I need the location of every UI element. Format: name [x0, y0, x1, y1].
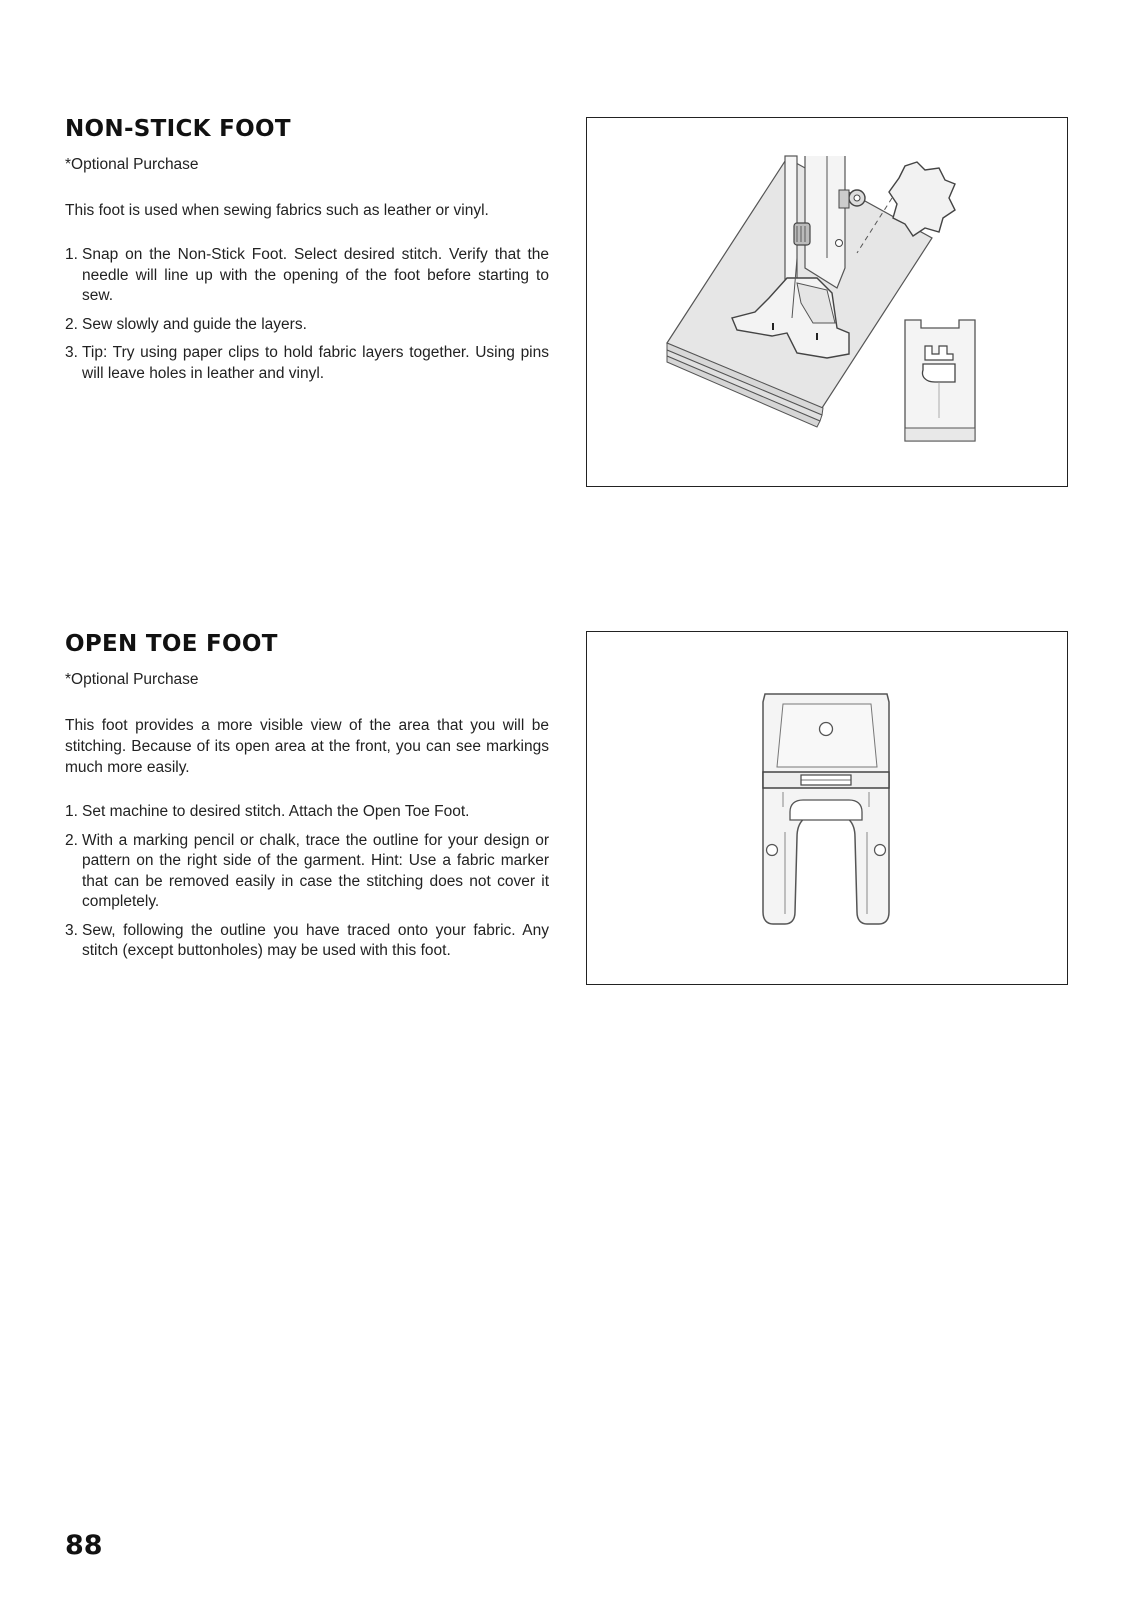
step-item: [65, 315, 549, 336]
optional-purchase-note: *Optional Purchase: [65, 671, 199, 688]
step-number: 2.: [65, 831, 78, 849]
section-intro: This foot is used when sewing fabrics such as leather or vinyl.: [65, 202, 489, 219]
steps-list: [65, 802, 549, 962]
open-toe-foot-illustration: [586, 631, 1068, 985]
section-intro: This foot provides a more visible view of the area that you will be stitching. Because of its open area at the front, you can see markings much more easily.: [65, 717, 549, 776]
step-text: Sew slowly and guide the layers.: [82, 315, 307, 333]
step-text: With a marking pencil or chalk, trace the outline for your design or pattern on the right side of the garment. Hint: Use a fabric marker that can be removed easily in case the stitching does not cover it completely.: [82, 831, 549, 910]
step-item: [65, 245, 549, 307]
step-text: Tip: Try using paper clips to hold fabric layers together. Using pins will leave holes in leather and vinyl.: [82, 344, 549, 382]
step-number: 2.: [65, 315, 78, 333]
steps-list: [65, 245, 549, 384]
step-item: [65, 831, 549, 913]
step-item: [65, 802, 549, 823]
step-number: 1.: [65, 803, 78, 820]
step-text: Set machine to desired stitch. Attach the Open Toe Foot.: [82, 803, 470, 820]
non-stick-text-column: [65, 116, 549, 392]
step-text: Snap on the Non-Stick Foot. Select desired stitch. Verify that the needle will line up with the opening of the foot before starting to sew.: [82, 246, 549, 304]
open-toe-text-column: [65, 631, 549, 970]
section-title: NON-STICK FOOT: [65, 116, 291, 142]
open-toe-foot-drawing: [587, 632, 1066, 983]
section-title: OPEN TOE FOOT: [65, 631, 278, 657]
step-number: 1.: [65, 246, 78, 263]
non-stick-foot-illustration: [586, 117, 1068, 487]
step-item: [65, 921, 549, 962]
optional-purchase-note: *Optional Purchase: [65, 156, 199, 173]
step-text: Sew, following the outline you have traced onto your fabric. Any stitch (except buttonholes) may be used with this foot.: [82, 921, 549, 959]
step-number: 3.: [65, 921, 78, 939]
non-stick-foot-drawing: [587, 118, 1066, 485]
step-number: 3.: [65, 344, 78, 361]
page-number: 88: [65, 1530, 103, 1561]
step-item: [65, 343, 549, 384]
